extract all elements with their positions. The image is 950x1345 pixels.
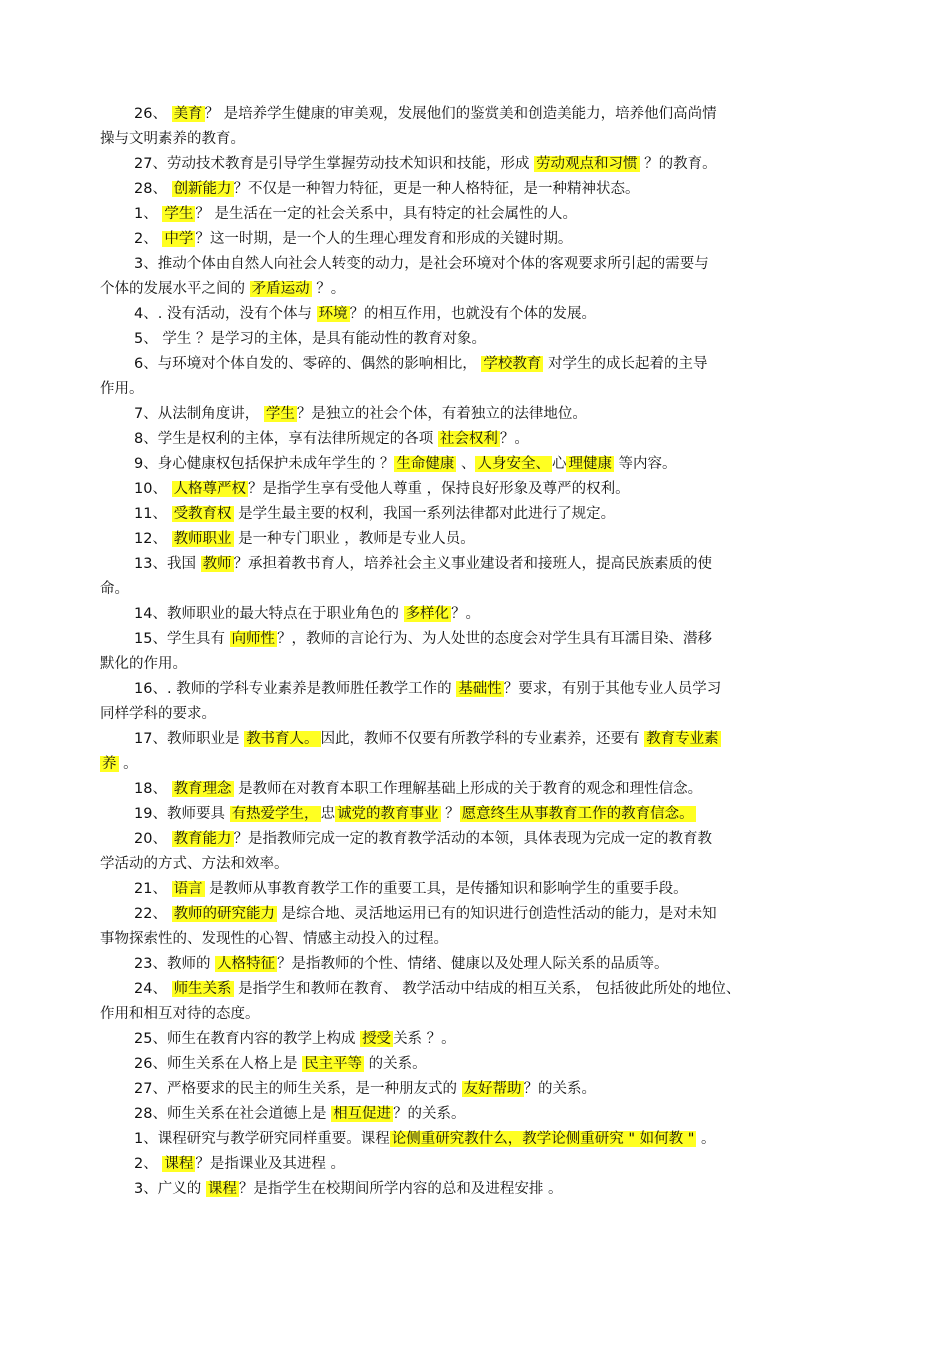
text-segment: 20、 — [134, 831, 172, 847]
text-segment: 默化的作用。 — [100, 656, 187, 672]
highlighted-answer: 生命健康 — [396, 456, 455, 472]
highlighted-answer: 学生 — [164, 206, 194, 222]
highlighted-answer: 课程 — [164, 1156, 194, 1172]
highlighted-answer: 人身安全、 — [477, 456, 550, 472]
text-line — [134, 629, 712, 649]
highlighted-answer: 环境 — [318, 306, 348, 322]
text-segment: 28、师生关系在社会道德上是 — [134, 1106, 332, 1122]
text-segment: 忠 — [320, 806, 336, 822]
highlighted-answer: 师生关系 — [173, 981, 232, 997]
text-line — [100, 129, 245, 149]
highlighted-answer: 人格特征 — [217, 956, 276, 972]
highlighted-answer: 教师的研究能力 — [173, 906, 276, 922]
text-segment: 7、从法制角度讲， — [134, 406, 264, 422]
text-segment: 8、学生是权利的主体，享有法律所规定的各项 — [134, 431, 438, 447]
text-segment: 4、. 没有活动，没有个体与 — [134, 306, 317, 322]
text-segment: 个体的发展水平之间的 — [100, 281, 250, 297]
text-line — [134, 479, 630, 499]
text-line — [134, 229, 572, 249]
text-line — [134, 529, 475, 549]
highlighted-answer: 教育能力 — [173, 831, 232, 847]
text-line — [134, 1104, 466, 1124]
text-segment: ？是指教师的个性、情绪、健康以及处理人际关系的品质等。 — [277, 956, 669, 972]
text-segment: 是教师在对教育本职工作理解基础上形成的关于教育的观念和理性信念。 — [233, 781, 703, 797]
text-segment: ？承担着教书育人，培养社会主义事业建设者和接班人，提高民族素质的使 — [233, 556, 713, 572]
text-line — [134, 404, 587, 424]
text-line — [134, 1079, 596, 1099]
text-line — [100, 279, 345, 299]
text-line — [100, 379, 144, 399]
text-line — [134, 504, 615, 524]
text-line — [134, 104, 717, 124]
text-line — [134, 1154, 345, 1174]
text-line — [100, 704, 216, 724]
highlighted-answer: 养 — [102, 756, 117, 772]
highlighted-answer: 多样化 — [405, 606, 450, 622]
highlighted-answer: 向师性 — [231, 631, 276, 647]
text-segment: ？的关系。 — [393, 1106, 466, 1122]
text-line — [134, 954, 669, 974]
highlighted-answer: 友好帮助 — [463, 1081, 522, 1097]
highlighted-answer: 创新能力 — [173, 181, 232, 197]
text-segment: 13、我国 — [134, 556, 201, 572]
text-line — [134, 1054, 427, 1074]
text-segment: ？，教师的言论行为、为人处世的态度会对学生具有耳濡目染、潜移 — [277, 631, 713, 647]
text-line — [134, 304, 596, 324]
text-segment: 1、课程研究与教学研究同样重要。课程 — [134, 1131, 390, 1147]
text-segment: ？是指教师完成一定的教育教学活动的本领，具体表现为完成一定的教育教 — [233, 831, 713, 847]
text-segment: 操与文明素养的教育。 — [100, 131, 245, 147]
text-line — [100, 579, 129, 599]
text-segment: ？ — [440, 806, 460, 822]
text-segment: ？的关系。 — [523, 1081, 597, 1097]
highlighted-answer: 语言 — [173, 881, 203, 897]
text-segment: ？的教育。 — [639, 156, 717, 172]
text-line — [134, 979, 740, 999]
text-segment: 22、 — [134, 906, 172, 922]
text-segment: 1、 — [134, 206, 163, 222]
highlighted-answer: 教育专业素 — [646, 731, 719, 747]
text-segment: ？。 — [499, 431, 529, 447]
highlighted-answer: 学校教育 — [483, 356, 542, 372]
text-line — [134, 354, 707, 374]
text-line — [134, 454, 677, 474]
highlighted-answer: 民主平等 — [304, 1056, 363, 1072]
highlighted-answer: 教师职业 — [173, 531, 232, 547]
text-segment: 等内容。 — [613, 456, 677, 472]
text-line — [134, 204, 577, 224]
text-segment: 心 — [551, 456, 567, 472]
highlighted-answer: 教师 — [202, 556, 232, 572]
highlighted-answer: 中学 — [164, 231, 194, 247]
text-segment: 命。 — [100, 581, 129, 597]
text-segment: 2、 — [134, 231, 163, 247]
text-segment: 27、严格要求的民主的师生关系，是一种朋友式的 — [134, 1081, 462, 1097]
text-segment: 12、 — [134, 531, 172, 547]
text-segment: 事物探索性的、发现性的心智、情感主动投入的过程。 — [100, 931, 448, 947]
text-line — [134, 554, 712, 574]
highlighted-answer: 劳动观点和习惯 — [536, 156, 638, 172]
text-segment: 学活动的方式、方法和效率。 — [100, 856, 289, 872]
text-segment: 的关系。 — [364, 1056, 427, 1072]
text-line — [134, 1179, 562, 1199]
text-line — [134, 729, 721, 749]
highlighted-answer: 教育理念 — [173, 781, 232, 797]
text-line — [100, 654, 187, 674]
text-segment: 。 — [696, 1131, 716, 1147]
text-segment: 17、教师职业是 — [134, 731, 245, 747]
text-segment: 作用。 — [100, 381, 144, 397]
text-segment: 25、师生在教育内容的教学上构成 — [134, 1031, 361, 1047]
text-line — [134, 829, 712, 849]
highlighted-answer: 社会权利 — [439, 431, 498, 447]
highlighted-answer: 基础性 — [458, 681, 502, 697]
text-line — [134, 154, 717, 174]
text-line — [134, 679, 721, 699]
text-segment: ？是指课业及其进程 。 — [195, 1156, 345, 1172]
highlighted-answer: 美育 — [173, 106, 203, 122]
highlighted-answer: 诚党的教育事业 — [337, 806, 439, 822]
highlighted-answer: 相互促进 — [333, 1106, 392, 1122]
text-segment: 27、劳动技术教育是引导学生掌握劳动技术知识和技能，形成 — [134, 156, 535, 172]
text-segment: 作用和相互对待的态度。 — [100, 1006, 260, 1022]
text-segment: 是学生最主要的权利，我国一系列法律都对此进行了规定。 — [233, 506, 616, 522]
text-line — [134, 604, 480, 624]
text-segment: 对学生的成长起着的主导 — [543, 356, 708, 372]
text-segment: 3、推动个体由自然人向社会人转变的动力，是社会环境对个体的客观要求所引起的需要与 — [134, 256, 709, 272]
text-segment: 。 — [118, 756, 138, 772]
text-segment: 15、学生具有 — [134, 631, 230, 647]
text-line — [134, 779, 702, 799]
text-segment: 28、 — [134, 181, 172, 197]
text-segment: 26、师生关系在人格上是 — [134, 1056, 303, 1072]
text-segment: 24、 — [134, 981, 172, 997]
text-segment: 同样学科的要求。 — [100, 706, 216, 722]
text-segment: ？是独立的社会个体，有着独立的法律地位。 — [296, 406, 587, 422]
highlighted-answer: 课程 — [207, 1181, 237, 1197]
text-segment: 26、 — [134, 106, 172, 122]
text-line — [134, 1029, 456, 1049]
highlighted-answer: 教书育人。 — [246, 731, 319, 747]
text-segment: 关系 ？。 — [393, 1031, 456, 1047]
highlighted-answer: 人格尊严权 — [173, 481, 247, 497]
text-segment: 是教师从事教育教学工作的重要工具，是传播知识和影响学生的重要手段。 — [204, 881, 688, 897]
text-segment: 6、与环境对个体自发的、零碎的、偶然的影响相比， — [134, 356, 482, 372]
text-segment: 3、广义的 — [134, 1181, 206, 1197]
highlighted-answer: 矛盾运动 — [251, 281, 310, 297]
text-segment: ？不仅是一种智力特征，更是一种人格特征，是一种精神状态。 — [233, 181, 640, 197]
text-segment: ？。 — [451, 606, 481, 622]
text-segment: ？的相互作用，也就没有个体的发展。 — [349, 306, 597, 322]
text-line — [100, 854, 289, 874]
highlighted-answer: 学生 — [265, 406, 295, 422]
text-segment: 23、教师的 — [134, 956, 216, 972]
text-segment: 2、 — [134, 1156, 163, 1172]
text-segment: ？是指学生在校期间所学内容的总和及进程安排 。 — [238, 1181, 563, 1197]
text-segment: 11、 — [134, 506, 172, 522]
text-segment: 10、 — [134, 481, 172, 497]
text-segment: 是指学生和教师在教育、 教学活动中结成的相互关系， 包括彼此所处的地位、 — [233, 981, 741, 997]
text-segment: 9、身心健康权包括保护未成年学生的 ？ — [134, 456, 395, 472]
text-segment: 21、 — [134, 881, 172, 897]
text-segment: ？ 是生活在一定的社会关系中，具有特定的社会属性的人。 — [195, 206, 577, 222]
highlighted-answer: 论侧重研究教什么，教学论侧重研究 " 如何教 " — [391, 1131, 695, 1147]
highlighted-answer: 理健康 — [568, 456, 612, 472]
text-segment: ？这一时期，是一个人的生理心理发育和形成的关键时期。 — [195, 231, 573, 247]
text-line — [134, 879, 688, 899]
text-segment: 、 — [456, 456, 476, 472]
text-segment: ？ 是培养学生健康的审美观，发展他们的鉴赏美和创造美能力，培养他们高尚情 — [204, 106, 717, 122]
text-line — [100, 929, 448, 949]
text-line — [134, 179, 640, 199]
highlighted-answer: 授受 — [362, 1031, 392, 1047]
text-segment: 18、 — [134, 781, 172, 797]
highlighted-answer: 有热爱学生， — [231, 806, 319, 822]
text-segment: 因此，教师不仅要有所教学科的专业素养，还要有 — [320, 731, 645, 747]
text-line — [134, 904, 717, 924]
text-line — [134, 329, 486, 349]
text-segment: 是综合地、灵活地运用已有的知识进行创造性活动的能力，是对未知 — [277, 906, 717, 922]
highlighted-answer: 愿意终生从事教育工作的教育信念。 — [461, 806, 694, 822]
highlighted-answer: 受教育权 — [173, 506, 232, 522]
text-line — [100, 754, 138, 774]
text-line — [134, 1129, 716, 1149]
text-segment: 14、教师职业的最大特点在于职业角色的 — [134, 606, 404, 622]
text-segment: 是一种专门职业 ，教师是专业人员。 — [233, 531, 475, 547]
text-segment: 19、教师要具 — [134, 806, 230, 822]
text-segment: ？要求，有别于其他专业人员学习 — [503, 681, 722, 697]
text-segment: 5、 学生 ？是学习的主体，是具有能动性的教育对象。 — [134, 331, 486, 347]
text-line — [134, 429, 529, 449]
text-line — [100, 1004, 260, 1024]
text-segment: 16、. 教师的学科专业素养是教师胜任教学工作的 — [134, 681, 457, 697]
text-line — [134, 254, 709, 274]
text-line — [134, 804, 696, 824]
text-segment: ？。 — [311, 281, 346, 297]
text-segment: ？是指学生享有受他人尊重 ，保持良好形象及尊严的权利。 — [248, 481, 630, 497]
